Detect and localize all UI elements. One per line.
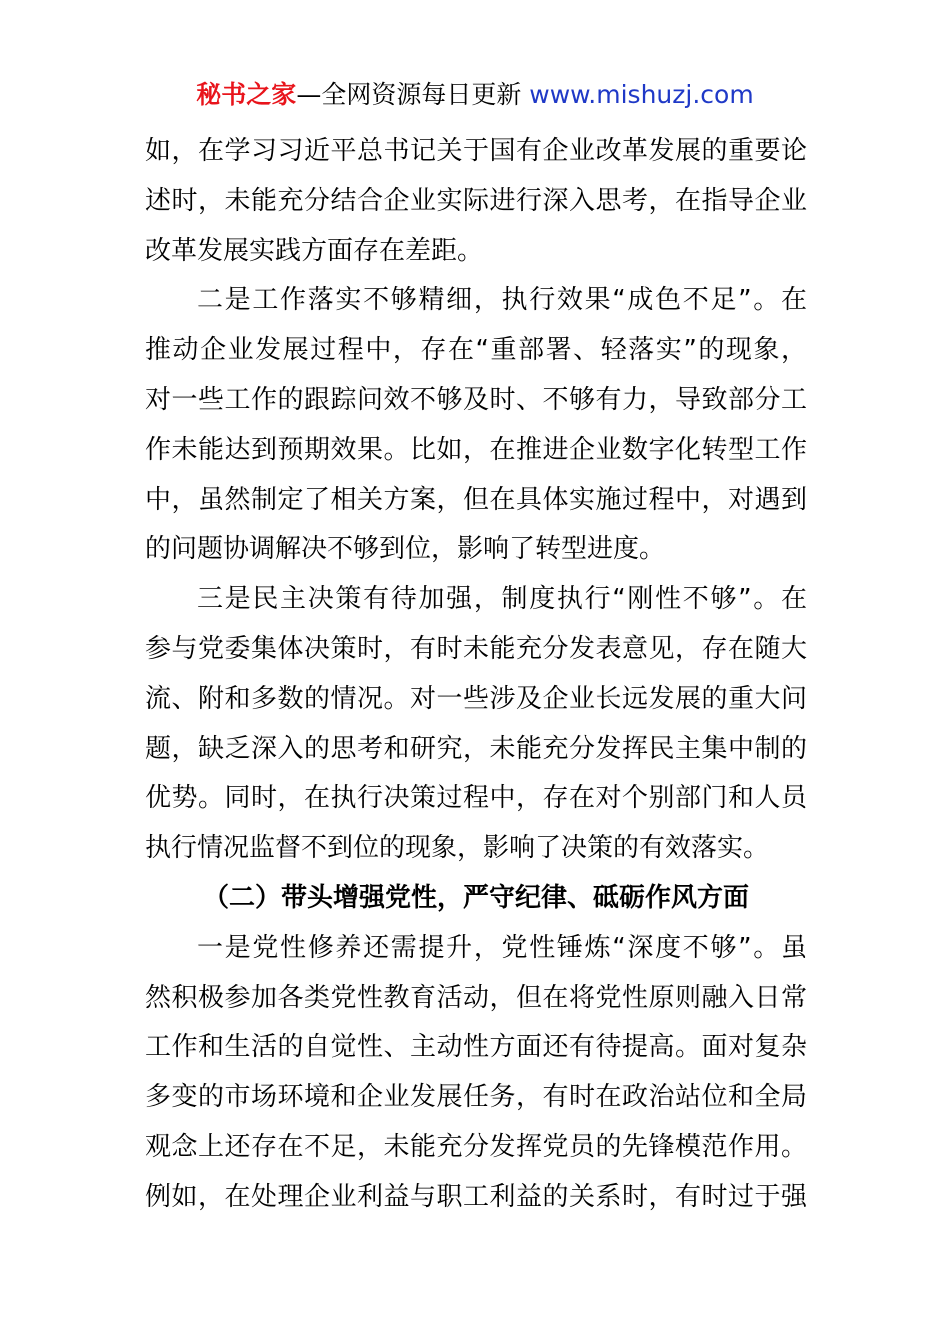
text-line: 如，在学习习近平总书记关于国有企业改革发展的重要论 — [145, 136, 807, 166]
site-url-link[interactable]: www.mishuzj.com — [529, 80, 754, 109]
text-line: 流、附和多数的情况。对一些涉及企业长远发展的重大问 — [145, 683, 807, 714]
text-line: 改革发展实践方面存在差距。 — [145, 235, 484, 266]
text-line: 对一些工作的跟踪问效不够及时、不够有力，导致部分工 — [145, 384, 807, 415]
text-line: 题，缺乏深入的思考和研究，未能充分发挥民主集中制的 — [145, 733, 807, 764]
text-line: 观念上还存在不足，未能充分发挥党员的先锋模范作用。 — [145, 1131, 807, 1162]
site-tagline: —全网资源每日更新 — [296, 80, 530, 109]
text-line: 例如，在处理企业利益与职工利益的关系时，有时过于强 — [145, 1181, 807, 1212]
text-line: 工作和生活的自觉性、主动性方面还有待提高。面对复杂 — [145, 1032, 807, 1063]
text-line: 参与党委集体决策时，有时未能充分发表意见，存在随大 — [145, 633, 807, 664]
text-line: 作未能达到预期效果。比如，在推进企业数字化转型工作 — [145, 434, 807, 465]
text-line: 述时，未能充分结合企业实际进行深入思考，在指导企业 — [145, 185, 807, 216]
site-brand: 秘书之家 — [196, 80, 297, 109]
text-line: 推动企业发展过程中，存在“重部署、轻落实”的现象， — [145, 335, 807, 366]
text-line: 然积极参加各类党性教育活动，但在将党性原则融入日常 — [145, 982, 807, 1013]
text-line: 多变的市场环境和企业发展任务，有时在政治站位和全局 — [145, 1082, 807, 1113]
text-line: 优势。同时，在执行决策过程中，存在对个别部门和人员 — [145, 783, 807, 814]
text-line: 中，虽然制定了相关方案，但在具体实施过程中，对遇到 — [145, 484, 807, 515]
section-heading: （二）带头增强党性，严守纪律、砥砺作风方面 — [202, 882, 749, 913]
site-header — [0, 78, 950, 112]
paragraph-start-line: 三是民主决策有待加强，制度执行“刚性不够”。在 — [197, 584, 807, 615]
text-line: 的问题协调解决不够到位，影响了转型进度。 — [145, 534, 666, 565]
text-line: 执行情况监督不到位的现象，影响了决策的有效落实。 — [145, 833, 770, 864]
paragraph-start-line: 一是党性修养还需提升，党性锤炼“深度不够”。虽 — [197, 932, 807, 963]
document-body — [145, 127, 807, 1223]
paragraph-start-line: 二是工作落实不够精细，执行效果“成色不足”。在 — [197, 285, 807, 316]
